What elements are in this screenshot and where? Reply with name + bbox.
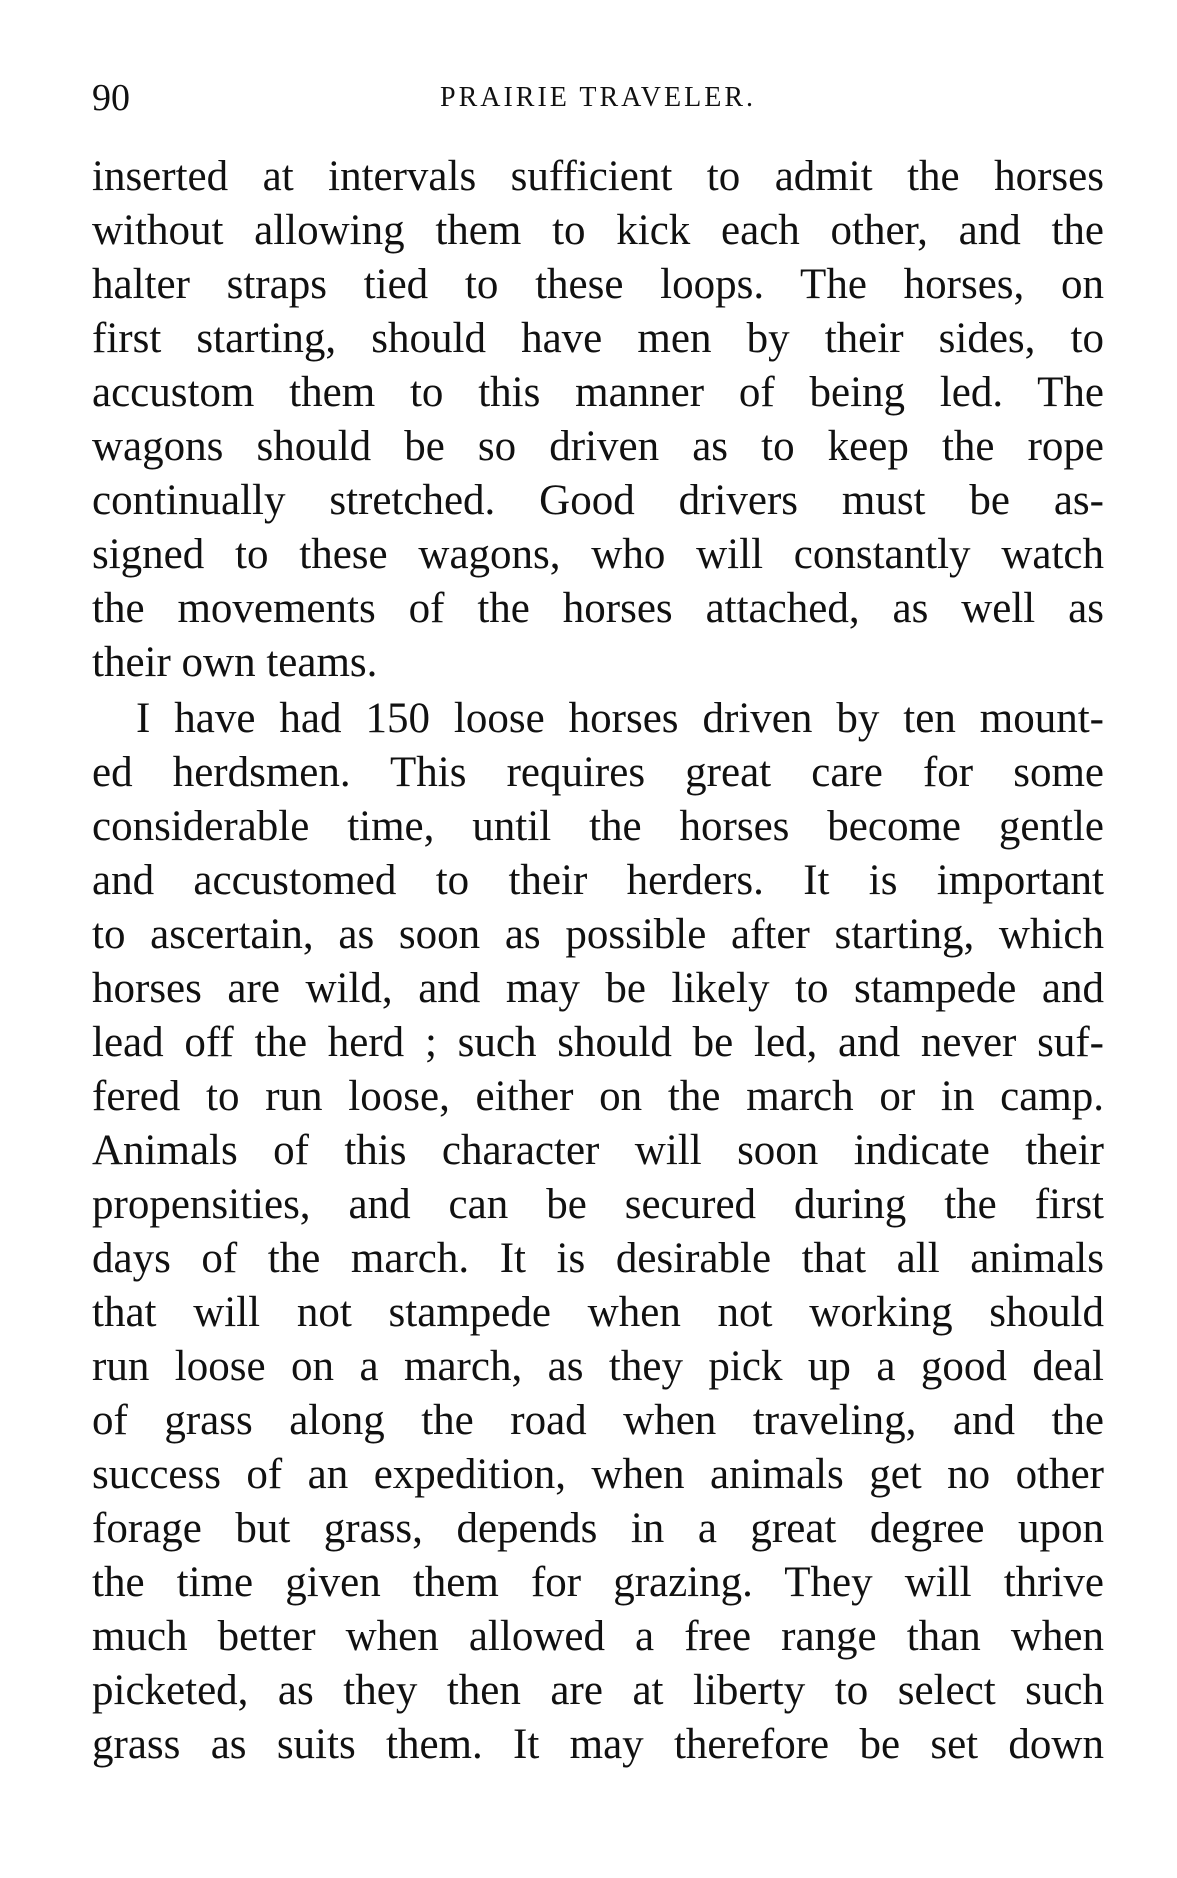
text-line: the movements of the horses attached, as well as	[92, 585, 1104, 632]
text-line: without allowing them to kick each other, and the	[92, 207, 1104, 254]
text-line: run loose on a march, as they pick up a good deal	[92, 1343, 1104, 1390]
body-text	[92, 150, 1104, 1772]
page-header	[92, 68, 1104, 128]
text-line: forage but grass, depends in a great degree upon	[92, 1505, 1104, 1552]
text-line: Animals of this character will soon indicate their	[92, 1127, 1104, 1174]
text-line: propensities, and can be secured during the first	[92, 1181, 1104, 1228]
text-line: their own teams.	[92, 639, 378, 686]
text-line: I have had 150 loose horses driven by ten mount-	[136, 695, 1104, 742]
text-line: considerable time, until the horses become gentle	[92, 803, 1104, 850]
text-line: success of an expedition, when animals get no other	[92, 1451, 1104, 1498]
text-line: signed to these wagons, who will constantly watch	[92, 531, 1104, 578]
text-line: wagons should be so driven as to keep the rope	[92, 423, 1104, 470]
text-line: grass as suits them. It may therefore be set down	[92, 1721, 1104, 1768]
running-head: PRAIRIE TRAVELER.	[440, 82, 756, 113]
text-line: first starting, should have men by their sides, to	[92, 315, 1104, 362]
text-line: to ascertain, as soon as possible after starting, which	[92, 911, 1104, 958]
text-line: continually stretched. Good drivers must be as-	[92, 477, 1104, 524]
text-line: halter straps tied to these loops. The horses, on	[92, 261, 1104, 308]
text-line: that will not stampede when not working should	[92, 1289, 1104, 1336]
text-line: the time given them for grazing. They will thrive	[92, 1559, 1104, 1606]
text-line: accustom them to this manner of being led. The	[92, 369, 1104, 416]
paragraph-1	[92, 150, 1104, 690]
page-number: 90	[92, 77, 130, 119]
text-line: fered to run loose, either on the march or in camp.	[92, 1073, 1104, 1120]
text-line: days of the march. It is desirable that all animals	[92, 1235, 1104, 1282]
paragraph-2	[92, 692, 1104, 1772]
text-line: inserted at intervals sufficient to admit the horses	[92, 153, 1104, 200]
text-line: picketed, as they then are at liberty to select such	[92, 1667, 1104, 1714]
text-line: ed herdsmen. This requires great care for some	[92, 749, 1104, 796]
text-line: horses are wild, and may be likely to stampede and	[92, 965, 1104, 1012]
text-line: of grass along the road when traveling, and the	[92, 1397, 1104, 1444]
text-line: lead off the herd ; such should be led, and never suf-	[92, 1019, 1104, 1066]
text-line: much better when allowed a free range than when	[92, 1613, 1104, 1660]
text-line: and accustomed to their herders. It is important	[92, 857, 1104, 904]
